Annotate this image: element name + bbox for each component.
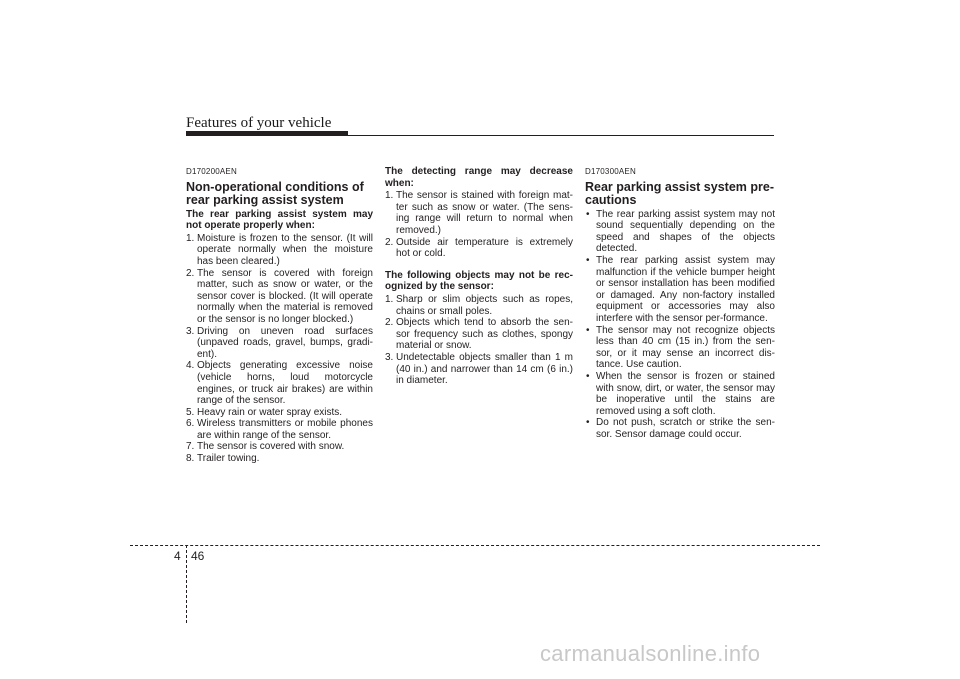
section-code: D170200AEN [186,167,237,176]
list-item [186,326,373,361]
section-heading [585,181,775,207]
item-number: 8. [186,453,195,465]
list-item [186,441,373,453]
item-number: 2. [186,267,195,279]
item-text: Driving on uneven road surfaces (unpaved roads, gravel, bumps, gradi-ent). [197,325,373,360]
bullet-icon: • [586,417,590,429]
item-number: 6. [186,418,195,430]
section-heading [186,181,373,207]
list-item [186,268,373,326]
bullet-icon: • [586,370,590,382]
list-item [186,233,373,268]
bullet-icon: • [586,324,590,336]
lead-text: The detecting range may decrease when: [385,166,573,189]
item-number: 2. [385,317,394,329]
item-number: 4. [186,360,195,372]
item-text: The rear parking assist system may not sound sequentially depending on the speed and shapes of the objects detected. [596,208,775,255]
bullet-icon: • [586,254,590,266]
item-text: Wireless transmitters or mobile phones are within range of the sensor. [197,418,373,441]
item-text: Trailer towing. [197,453,260,465]
header-rule [186,135,774,136]
item-number: 3. [186,325,195,337]
list-item [585,325,775,371]
list-item [585,417,775,440]
item-number: 2. [385,236,394,248]
list-item [186,407,373,419]
list-item [186,360,373,406]
item-text: Outside air temperature is extremely hot or cold. [396,236,573,260]
item-text: The rear parking assist system may malfunction if the vehicle bumper height or sensor installation has been modified or damaged. Any non-factory installed equipment or accessories may also interfere with the sensor per-formance. [596,254,775,324]
item-number: 5. [186,406,195,418]
right-column [585,166,775,440]
list-item [385,317,573,352]
page-header-title: Features of your vehicle [186,115,332,131]
condition-list [186,233,373,465]
list-item [385,294,573,317]
section-heading-line: rear parking assist system [186,192,344,207]
item-text: Do not push, scratch or strike the sen-sor. Sensor damage could occur. [596,417,775,440]
item-number: 1. [385,293,394,305]
lead-text: The rear parking assist system may not operate properly when: [186,208,373,232]
item-text: The sensor is covered with snow. [197,441,345,453]
item-number: 1. [186,232,195,244]
item-text: Heavy rain or water spray exists. [197,406,343,418]
item-text: When the sensor is frozen or stained with snow, dirt, or water, the sensor may be inoperative until the stains are removed using a soft cloth. [596,370,775,417]
section-code: D170300AEN [585,167,636,176]
page-number: 46 [191,549,205,563]
list-item [585,371,775,417]
item-number: 1. [385,190,394,202]
footer-rule [130,545,820,546]
precautions-list [585,209,775,441]
item-number: 7. [186,441,195,453]
bullet-icon: • [586,208,590,220]
detecting-range-list [385,190,573,260]
list-item [385,237,573,260]
lead-text: The following objects may not be rec-ognized by the sensor: [385,269,573,293]
list-item [585,209,775,255]
item-text: The sensor is covered with foreign matter, such as snow or water, or the sensor cover is blocked. (It will operate normally when the material is removed or the sensor is no longer blocked.) [197,267,373,325]
item-text: Sharp or slim objects such as ropes, chains or small poles. [396,293,573,317]
unrecognized-objects-list [385,294,573,387]
list-item [186,453,373,465]
section-heading-line: Rear parking assist system pre- [585,179,774,194]
watermark: carmanualsonline.info [540,641,761,666]
item-text: The sensor is stained with foreign mat-ter such as snow or water. (The sens-ing range will return to normal when removed.) [396,190,573,236]
middle-column [385,166,573,387]
section-heading-line: Non-operational conditions of [186,179,364,194]
footer-divider [186,545,187,623]
section-number: 4 [174,549,181,563]
list-item [186,418,373,441]
item-text: Undetectable objects smaller than 1 m (40 in.) and narrower than 14 cm (6 in.) in diameter. [396,351,573,387]
item-text: Moisture is frozen to the sensor. (It will operate normally when the moisture has been cleared.) [197,232,373,267]
section-heading-line: cautions [585,192,637,207]
item-number: 3. [385,351,394,363]
list-item [385,190,573,236]
item-text: Objects which tend to absorb the sen-sor frequency such as clothes, spongy material or snow. [396,317,573,352]
item-text: The sensor may not recognize objects less than 40 cm (15 in.) from the sen-sor, or it may sense an incorrect dis-tance. Use caution. [596,324,775,371]
item-text: Objects generating excessive noise (vehicle horns, loud motorcycle engines, or truck air brakes) are within range of the sensor. [197,360,373,407]
list-item [585,255,775,325]
list-item [385,352,573,387]
left-column [186,166,373,465]
